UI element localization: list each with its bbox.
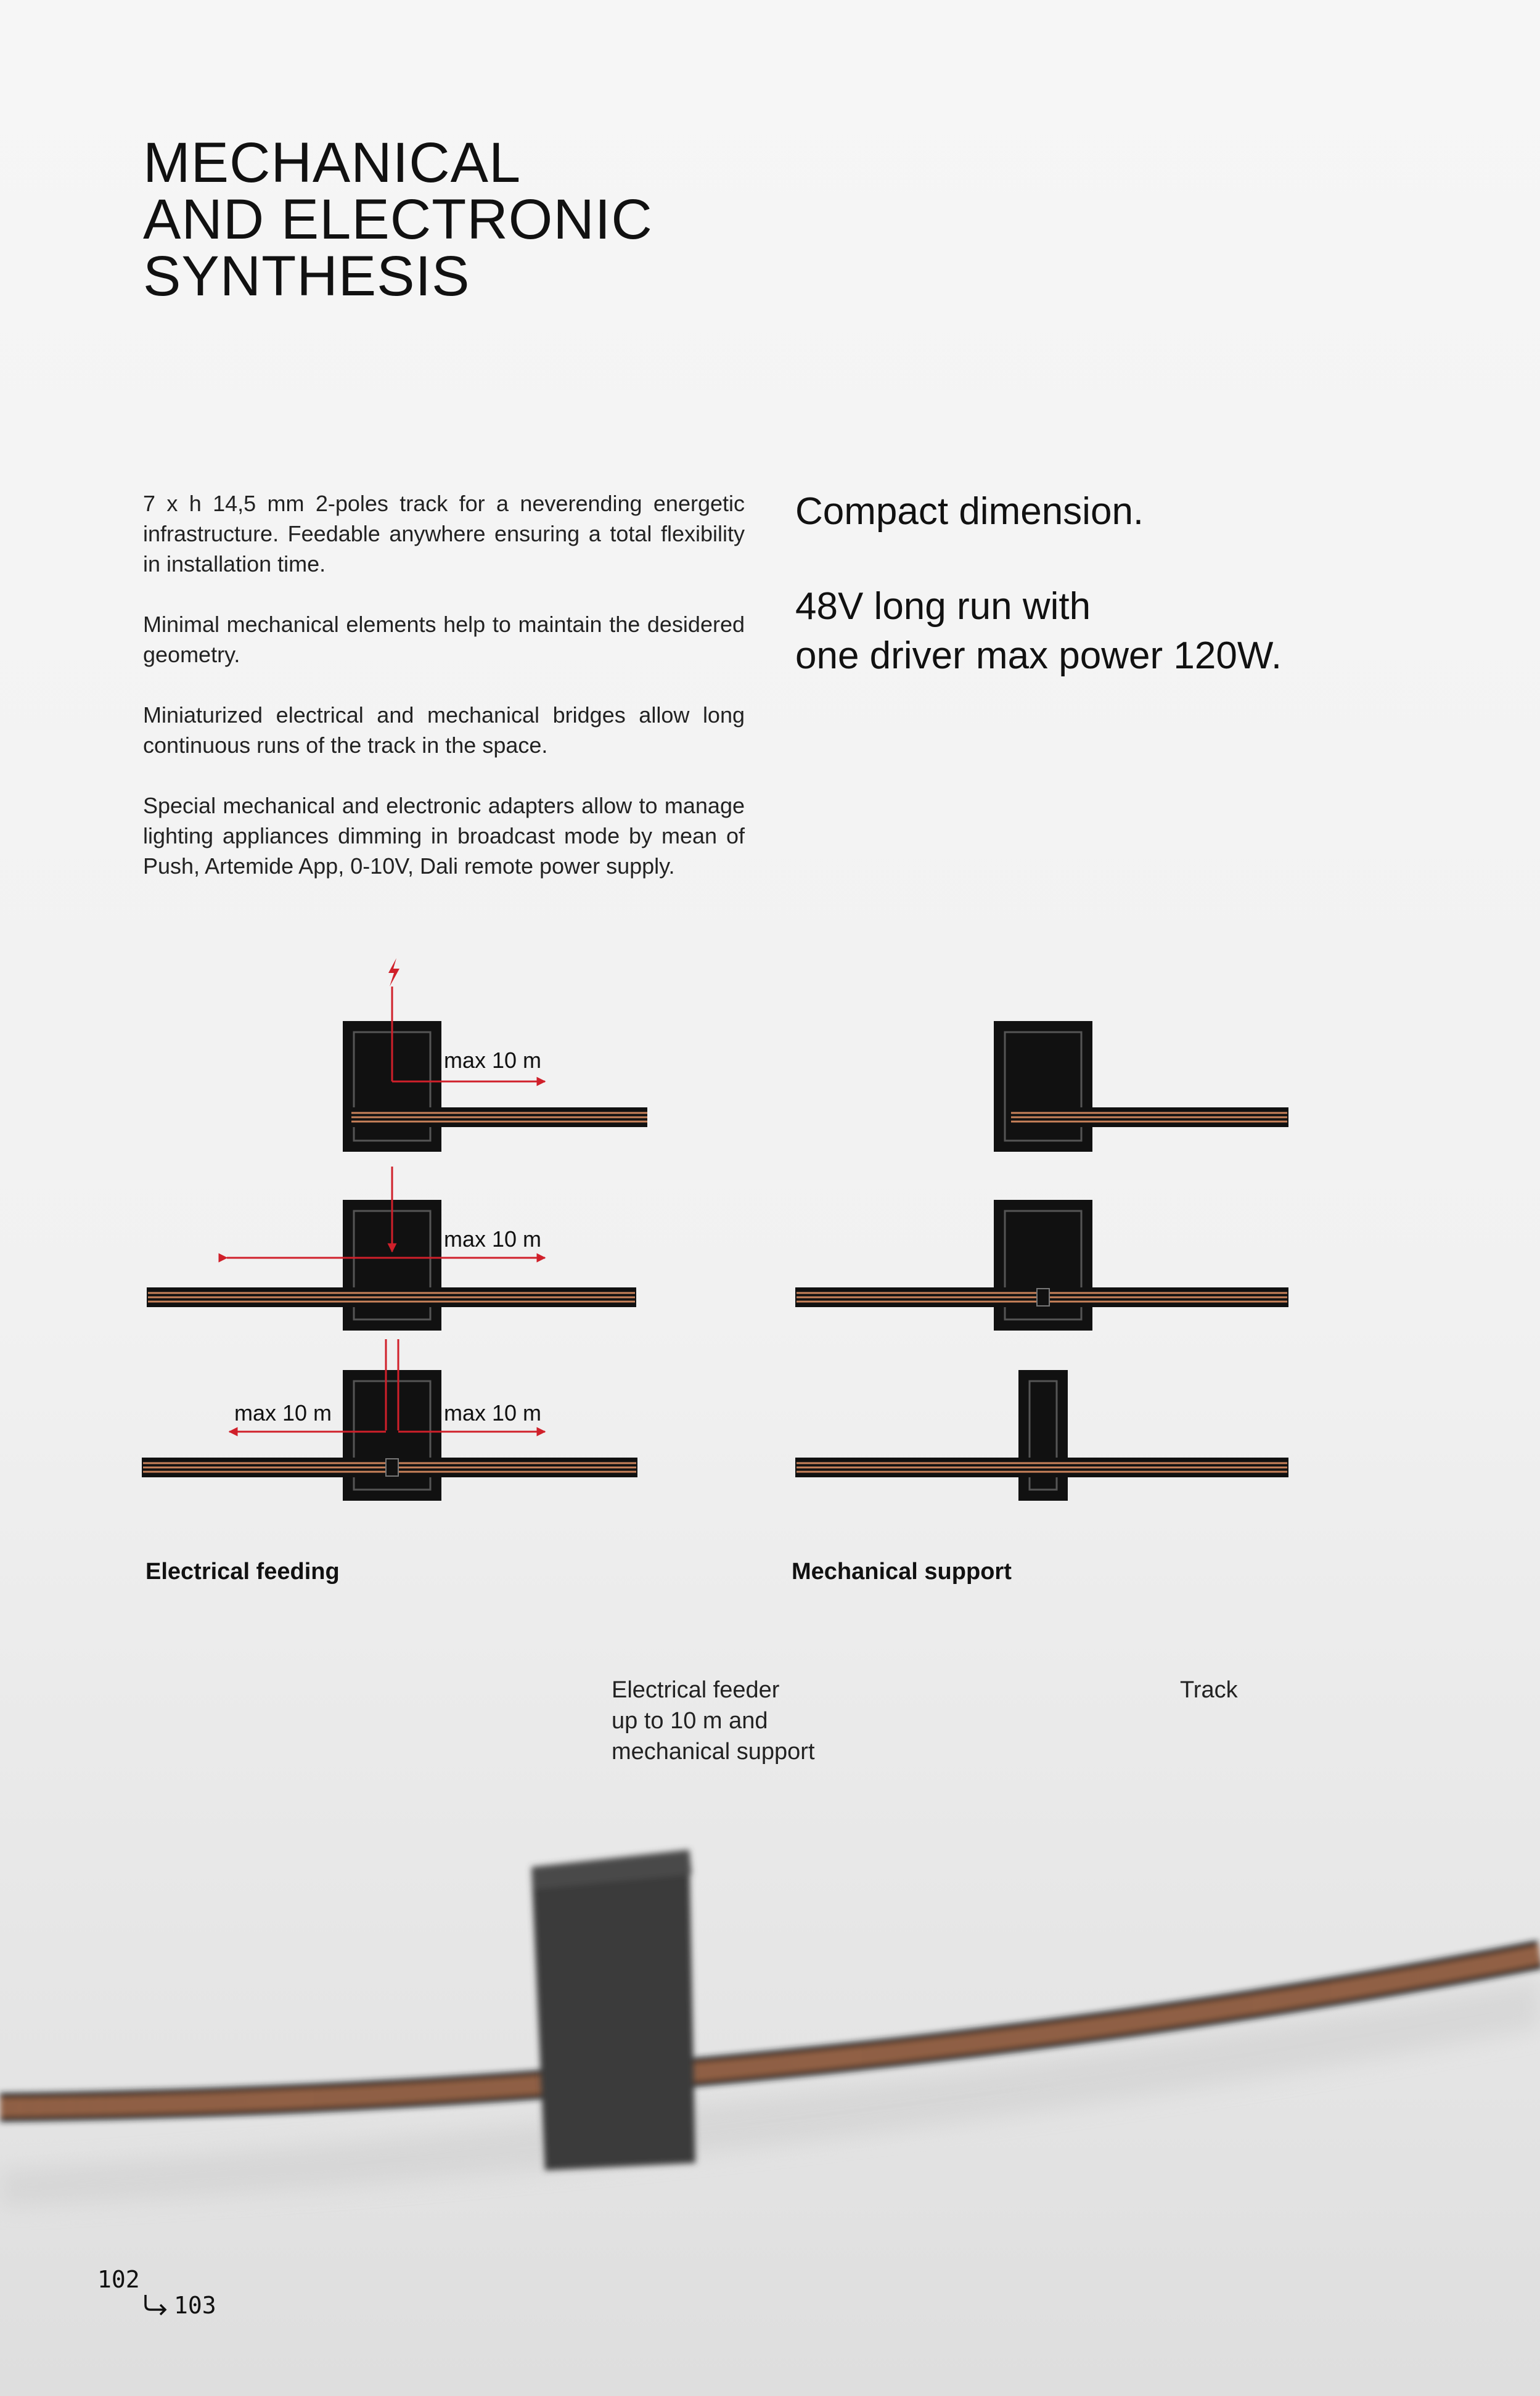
lightning-bolt-icon bbox=[388, 958, 399, 987]
title-line-1: MECHANICAL bbox=[143, 131, 522, 194]
track-segment bbox=[795, 1287, 1288, 1307]
page-numbers bbox=[97, 2267, 216, 2318]
electrical-diagram-middle-feed bbox=[147, 1167, 636, 1331]
page-title bbox=[143, 131, 653, 308]
description-paragraph-3: Miniaturized electrical and mechanical bridges allow long continuous runs of the track in the space. bbox=[143, 702, 745, 758]
highlight-line-2: 48V long run with bbox=[795, 585, 1091, 628]
description-paragraph-4: Special mechanical and electronic adapters allow to manage lighting appliances dimming in broadcast mode by mean of Push, Artemide App, 0-10V, Dali remote power supply. bbox=[143, 793, 745, 879]
product-photo bbox=[0, 1825, 1540, 2396]
electrical-diagram-bridge-feed bbox=[142, 1339, 637, 1501]
mechanical-support-caption: Mechanical support bbox=[792, 1559, 1012, 1585]
max-length-label-left: max 10 m bbox=[234, 1400, 332, 1426]
mechanical-diagram-end bbox=[994, 1021, 1288, 1152]
highlight-text bbox=[795, 487, 1473, 681]
title-line-3: SYNTHESIS bbox=[143, 245, 470, 308]
track-segment bbox=[795, 1458, 1288, 1477]
track-segment bbox=[350, 1107, 647, 1127]
description-paragraph-1: 7 x h 14,5 mm 2-poles track for a neverending energetic infrastructure. Feedable anywhere ensuring a total flexibility in installation time. bbox=[143, 491, 745, 576]
track-segment bbox=[142, 1458, 637, 1477]
track-segment bbox=[1006, 1107, 1288, 1127]
description-text bbox=[143, 488, 745, 911]
current-page-number: 102 bbox=[97, 2266, 140, 2293]
max-length-label-right: max 10 m bbox=[444, 1400, 542, 1426]
mechanical-diagram-joint bbox=[795, 1200, 1288, 1331]
next-page-number: 103 bbox=[174, 2292, 216, 2319]
title-line-2: AND ELECTRONIC bbox=[143, 188, 653, 251]
next-page-link[interactable] bbox=[142, 2292, 216, 2318]
highlight-line-3: one driver max power 120W. bbox=[795, 634, 1282, 677]
highlight-line-1: Compact dimension. bbox=[795, 490, 1144, 533]
mechanical-diagram-slim bbox=[795, 1370, 1288, 1501]
description-paragraph-2: Minimal mechanical elements help to maintain the desidered geometry. bbox=[143, 612, 745, 667]
feeder-annotation: Electrical feeder up to 10 m and mechanical support bbox=[612, 1677, 815, 1765]
electrical-diagram-end-feed bbox=[343, 958, 647, 1152]
photo-feeder-block bbox=[531, 1850, 695, 2170]
track-annotation: Track bbox=[1180, 1677, 1238, 1703]
electrical-feeding-caption: Electrical feeding bbox=[145, 1559, 340, 1585]
track-segment bbox=[147, 1287, 636, 1307]
track-diagrams bbox=[0, 925, 1540, 1541]
max-length-label: max 10 m bbox=[444, 1048, 542, 1073]
max-length-label: max 10 m bbox=[444, 1226, 542, 1252]
return-arrow-icon bbox=[142, 2294, 169, 2316]
